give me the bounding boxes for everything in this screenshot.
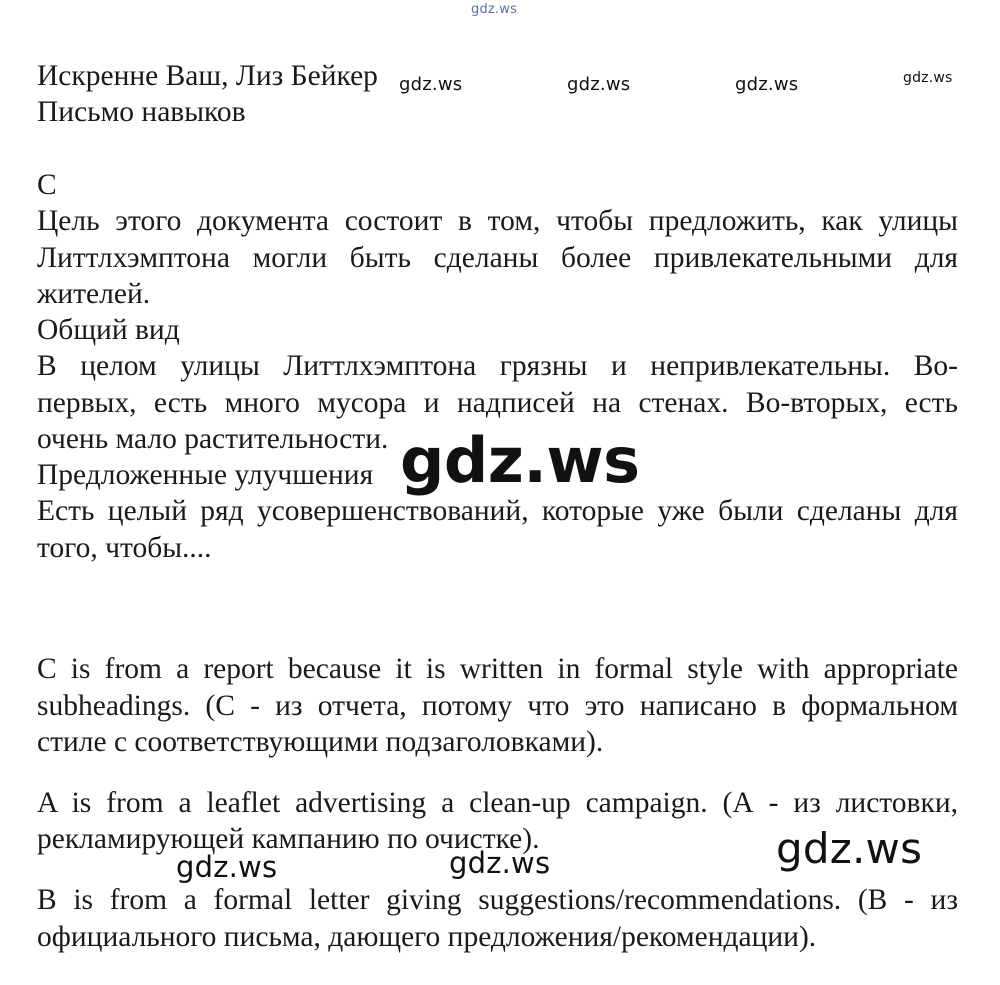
answer-c-line-2: subheadings. (С - из отчета, потому что это написано в формальном (37, 690, 958, 722)
watermark-header-4: gdz.ws (903, 70, 953, 86)
watermark-header-3: gdz.ws (735, 74, 799, 95)
improvement-line-2: того, чтобы.... (37, 532, 212, 564)
answer-c-line-1: C is from a report because it is written in formal style with appropriate (37, 653, 958, 685)
answer-a-line-2: рекламирующей кампанию по очистке). (37, 823, 540, 855)
letter-closing: Искренне Ваш, Лиз Бейкер (37, 60, 378, 92)
letter-label: Письмо навыков (37, 96, 246, 128)
watermark-header-1: gdz.ws (399, 74, 463, 95)
section-c-line-3: жителей. (37, 278, 151, 310)
section-letter-c: C (37, 169, 57, 201)
heading-improvements: Предложенные улучшения (37, 459, 374, 491)
heading-general: Общий вид (37, 314, 180, 346)
watermark-header-2: gdz.ws (567, 74, 631, 95)
answer-b-line-2: официального письма, дающего предложения/рекомендации). (37, 921, 817, 953)
watermark-lower-1: gdz.ws (176, 850, 278, 884)
general-line-3: очень мало растительности. (37, 423, 389, 455)
watermark-lower-3: gdz.ws (776, 824, 923, 873)
section-c-line-2: Литтлхэмптона могли быть сделаны более привлекательными для (37, 242, 958, 274)
watermark-top: gdz.ws (471, 2, 518, 17)
section-c-line-1: Цель этого документа состоит в том, чтобы предложить, как улицы (37, 205, 958, 237)
answer-a-line-1: A is from a leaflet advertising a clean-up campaign. (А - из листовки, (37, 787, 958, 819)
watermark-lower-2: gdz.ws (449, 846, 551, 880)
improvement-line-1: Есть целый ряд усовершенствований, которые уже были сделаны для (37, 495, 958, 527)
answer-b-line-1: B is from a formal letter giving suggestions/recommendations. (В - из (37, 884, 958, 916)
answer-c-line-3: стиле с соответствующими подзаголовками). (37, 726, 604, 758)
watermark-center: gdz.ws (400, 424, 640, 497)
general-line-2: первых, есть много мусора и надписей на стенах. Во-вторых, есть (37, 387, 958, 419)
general-line-1: В целом улицы Литтлхэмптона грязны и непривлекательны. Во- (37, 350, 958, 382)
